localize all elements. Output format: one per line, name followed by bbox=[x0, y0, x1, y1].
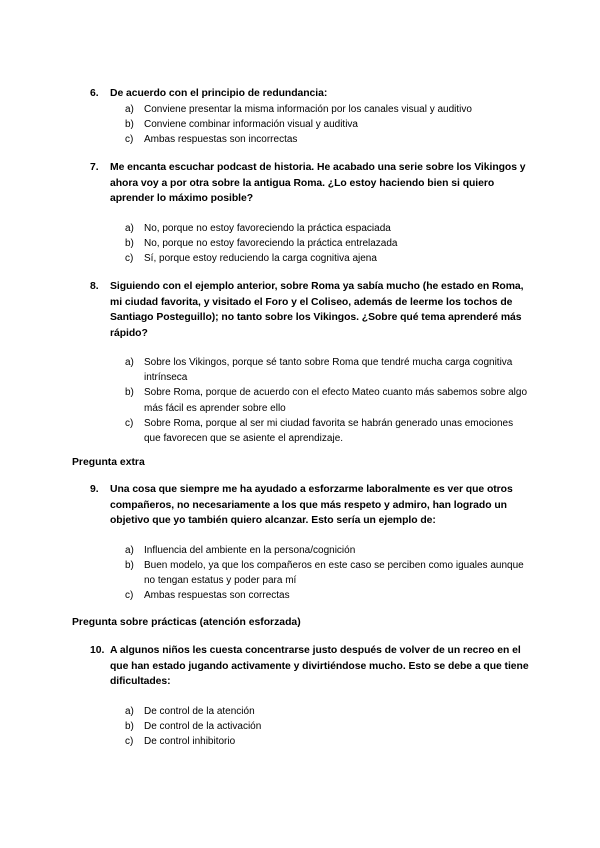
option-text: Sobre Roma, porque de acuerdo con el efecto Mateo cuanto más sabemos sobre algo más fácil es aprender sobre ello bbox=[144, 387, 528, 414]
option-list bbox=[90, 355, 530, 446]
option-c bbox=[125, 251, 530, 266]
option-text: De control inhibitorio bbox=[144, 735, 236, 747]
option-text: Conviene combinar información visual y auditiva bbox=[144, 118, 358, 130]
option-a bbox=[125, 543, 530, 558]
question-6 bbox=[90, 86, 530, 147]
option-letter: c) bbox=[125, 735, 134, 747]
option-c bbox=[125, 588, 530, 603]
option-list bbox=[90, 102, 530, 148]
question-text: De acuerdo con el principio de redundancia: bbox=[110, 88, 328, 99]
question-8 bbox=[90, 279, 530, 446]
option-b bbox=[125, 719, 530, 734]
option-text: Sí, porque estoy reduciendo la carga cognitiva ajena bbox=[144, 252, 377, 264]
option-c bbox=[125, 132, 530, 147]
option-b bbox=[125, 117, 530, 132]
question-10 bbox=[90, 643, 530, 749]
option-letter: c) bbox=[125, 252, 134, 264]
question-7 bbox=[90, 160, 530, 266]
option-text: No, porque no estoy favoreciendo la práctica espaciada bbox=[144, 222, 391, 234]
question-text: Me encanta escuchar podcast de historia. He acabado una serie sobre los Vikingos y ahora voy a por otra sobre la antigua Roma. ¿Lo estoy haciendo bien si quiero aprender lo máximo posible? bbox=[110, 162, 526, 204]
option-letter: b) bbox=[125, 720, 134, 732]
question-number: 8. bbox=[90, 281, 99, 292]
option-b bbox=[125, 236, 530, 251]
option-text: Sobre Roma, porque al ser mi ciudad favorita se habrán generado unas emociones que favorecen que se asiente el aprendizaje. bbox=[144, 417, 514, 445]
option-letter: a) bbox=[125, 222, 134, 234]
option-text: Influencia del ambiente en la persona/cognición bbox=[144, 544, 356, 556]
option-text: No, porque no estoy favoreciendo la práctica entrelazada bbox=[144, 237, 398, 249]
option-letter: a) bbox=[125, 103, 134, 115]
question-text: Siguiendo con el ejemplo anterior, sobre Roma ya sabía mucho (he estado en Roma, mi ciudad favorita, y visitado el Foro y el Coliseo, además de leerme los tochos de Santiago Posteguillo); no tanto sobre los Vikingos. ¿Sobre qué tema aprenderé más rápido? bbox=[110, 281, 524, 339]
option-a bbox=[125, 102, 530, 117]
option-text: Ambas respuestas son correctas bbox=[144, 590, 290, 602]
question-text: Una cosa que siempre me ha ayudado a esforzarme laboralmente es ver que otros compañeros, no necesariamente a los que más respeto y admiro, han logrado un objetivo que yo también quiero alcanzar. Esto sería un ejemplo de: bbox=[110, 484, 513, 526]
option-letter: b) bbox=[125, 237, 134, 249]
option-text: Buen modelo, ya que los compañeros en este caso se perciben como iguales aunque no tengan estatus y poder para mí bbox=[144, 559, 524, 586]
option-text: Ambas respuestas son incorrectas bbox=[144, 133, 298, 145]
question-number: 6. bbox=[90, 88, 99, 99]
option-text: De control de la atención bbox=[144, 705, 255, 717]
option-text: Sobre los Vikingos, porque sé tanto sobre Roma que tendré mucha carga cognitiva intrínseca bbox=[144, 357, 513, 384]
option-letter: a) bbox=[125, 544, 134, 556]
option-letter: b) bbox=[125, 118, 134, 130]
option-c bbox=[125, 734, 530, 749]
option-b bbox=[125, 385, 530, 415]
section-title-extra: Pregunta extra bbox=[72, 457, 145, 468]
section-title-practice: Pregunta sobre prácticas (atención esforzada) bbox=[72, 617, 301, 628]
option-b bbox=[125, 558, 530, 588]
option-a bbox=[125, 355, 530, 385]
option-list bbox=[90, 704, 530, 750]
option-letter: b) bbox=[125, 387, 134, 399]
option-list bbox=[90, 543, 530, 604]
option-c bbox=[125, 416, 530, 446]
option-letter: a) bbox=[125, 705, 134, 717]
question-text: A algunos niños les cuesta concentrarse justo después de volver de un recreo en el que han estado jugando activamente y divirtiéndose mucho. Esto se debe a que tiene dificultades: bbox=[110, 645, 529, 687]
option-list bbox=[90, 221, 530, 267]
option-letter: c) bbox=[125, 133, 134, 145]
option-text: Conviene presentar la misma información por los canales visual y auditivo bbox=[144, 103, 472, 115]
option-text: De control de la activación bbox=[144, 720, 262, 732]
option-a bbox=[125, 704, 530, 719]
option-a bbox=[125, 221, 530, 236]
question-number: 10. bbox=[90, 645, 105, 656]
option-letter: c) bbox=[125, 417, 134, 429]
question-number: 7. bbox=[90, 162, 99, 173]
option-letter: b) bbox=[125, 559, 134, 571]
option-letter: a) bbox=[125, 357, 134, 368]
option-letter: c) bbox=[125, 590, 134, 602]
question-9 bbox=[90, 482, 530, 603]
question-number: 9. bbox=[90, 484, 99, 495]
